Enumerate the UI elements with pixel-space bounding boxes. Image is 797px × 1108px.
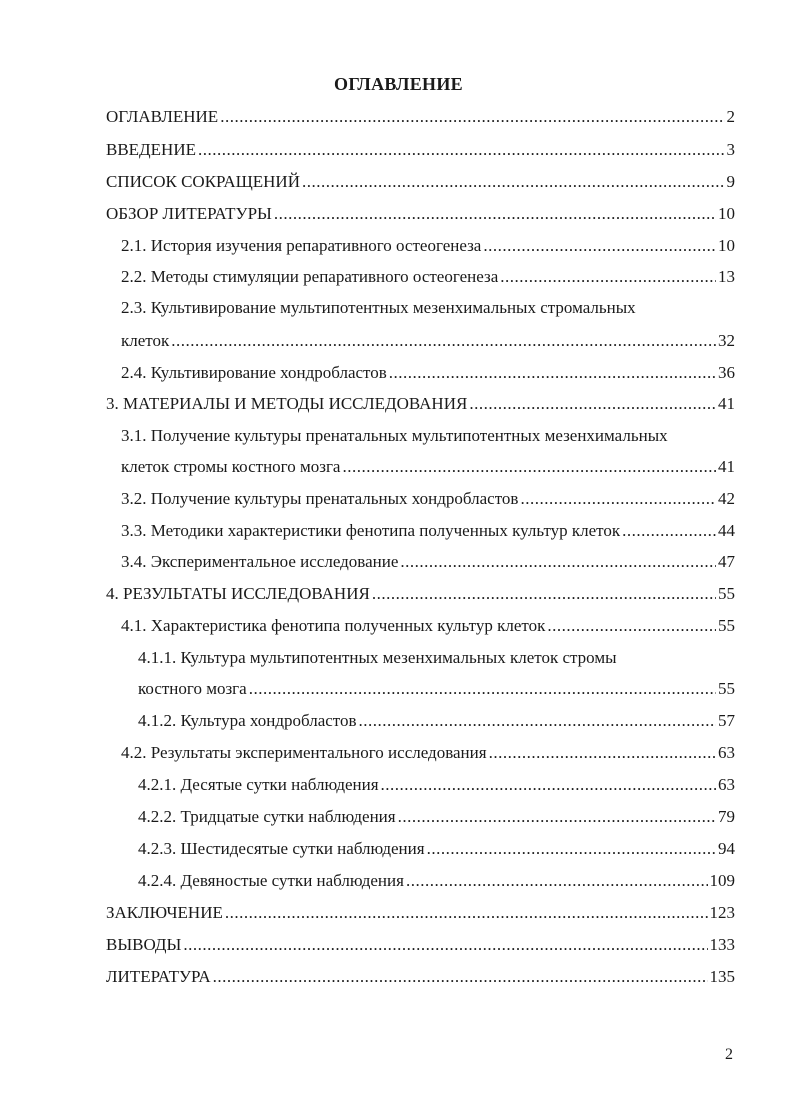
toc-entry[interactable] xyxy=(121,330,735,352)
toc-entry-text: ВЫВОДЫ xyxy=(106,935,182,954)
toc-entry[interactable] xyxy=(121,520,735,542)
toc-entry[interactable] xyxy=(138,678,735,700)
toc-entry-text: 4.2. Результаты экспериментального исследования xyxy=(121,743,487,762)
toc-entry[interactable] xyxy=(121,742,735,764)
toc-page-number: 135 xyxy=(709,967,735,986)
toc-entry[interactable] xyxy=(106,583,735,605)
toc-page-number: 57 xyxy=(718,711,735,730)
toc-entry[interactable] xyxy=(121,551,735,573)
toc-entry-text: СПИСОК СОКРАЩЕНИЙ xyxy=(106,172,300,191)
toc-entry[interactable] xyxy=(106,106,735,128)
toc-leader-dots xyxy=(500,266,716,288)
toc-page-number: 10 xyxy=(718,204,735,223)
toc-leader-dots xyxy=(427,838,716,860)
toc-leader-dots xyxy=(520,488,716,510)
toc-leader-dots xyxy=(381,774,716,796)
toc-leader-dots xyxy=(302,171,725,193)
toc-entry-text: 2.4. Культивирование хондробластов xyxy=(121,363,387,382)
toc-entry[interactable] xyxy=(138,710,735,732)
toc-page-number: 3 xyxy=(726,140,735,159)
toc-entry-text: 3. МАТЕРИАЛЫ И МЕТОДЫ ИССЛЕДОВАНИЯ xyxy=(106,394,468,413)
toc-entry[interactable] xyxy=(121,615,735,637)
toc-leader-dots xyxy=(400,551,716,573)
toc-page-number: 10 xyxy=(718,236,735,255)
toc-entry[interactable] xyxy=(106,139,735,161)
page-number: 2 xyxy=(725,1046,733,1063)
toc-page-number: 9 xyxy=(726,172,735,191)
toc-page-number: 123 xyxy=(709,903,735,922)
toc-page-number: 44 xyxy=(718,521,735,540)
toc-leader-dots xyxy=(171,330,716,352)
toc-entry-text: 2.1. История изучения репаративного остеогенеза xyxy=(121,236,482,255)
toc-leader-dots xyxy=(622,520,716,542)
toc-entry-text: 3.3. Методики характеристики фенотипа полученных культур клеток xyxy=(121,521,621,540)
toc-page-number: 109 xyxy=(709,871,735,890)
toc-entry-text: 4.2.2. Тридцатые сутки наблюдения xyxy=(138,807,396,826)
toc-leader-dots xyxy=(220,106,724,128)
toc-entry[interactable] xyxy=(106,934,735,956)
toc-page-number: 79 xyxy=(718,807,735,826)
toc-leader-dots xyxy=(225,902,708,924)
toc-entry-text: 4.2.3. Шестидесятые сутки наблюдения xyxy=(138,839,425,858)
toc-entry-text: 3.4. Экспериментальное исследование xyxy=(121,552,399,571)
toc-leader-dots xyxy=(489,742,716,764)
toc-leader-dots xyxy=(406,870,708,892)
toc-entry[interactable] xyxy=(138,806,735,828)
toc-page-number: 55 xyxy=(718,679,735,698)
toc-leader-dots xyxy=(198,139,725,161)
toc-entry-text: ОБЗОР ЛИТЕРАТУРЫ xyxy=(106,204,272,223)
toc-page-number: 13 xyxy=(718,267,735,286)
toc-entry[interactable] xyxy=(121,488,735,510)
toc-page-number: 41 xyxy=(718,457,735,476)
toc-entry-text: костного мозга xyxy=(138,679,247,698)
toc-entry[interactable] xyxy=(121,456,735,478)
toc-entry[interactable] xyxy=(121,266,735,288)
toc-entry-text: 2.2. Методы стимуляции репаративного остеогенеза xyxy=(121,267,499,286)
toc-leader-dots xyxy=(398,806,716,828)
toc-entry-text: 3.2. Получение культуры пренатальных хондробластов xyxy=(121,489,519,508)
toc-leader-dots xyxy=(359,710,716,732)
toc-page-number: 94 xyxy=(718,839,735,858)
toc-page-number: 36 xyxy=(718,363,735,382)
toc-leader-dots xyxy=(342,456,716,478)
toc-entry[interactable] xyxy=(138,838,735,860)
toc-leader-dots xyxy=(249,678,716,700)
toc-leader-dots xyxy=(389,362,716,384)
toc-entry[interactable] xyxy=(106,203,735,225)
toc-entry-text: 4.2.4. Девяностые сутки наблюдения xyxy=(138,871,404,890)
toc-page-number: 55 xyxy=(718,616,735,635)
toc-page-number: 55 xyxy=(718,584,735,603)
toc-entry-text: клеток xyxy=(121,331,170,350)
toc-page-number: 63 xyxy=(718,775,735,794)
toc-entry-text: 4.2.1. Десятые сутки наблюдения xyxy=(138,775,379,794)
toc-page-number: 63 xyxy=(718,743,735,762)
toc-entry[interactable] xyxy=(138,774,735,796)
toc-entry[interactable] xyxy=(106,171,735,193)
toc-entry[interactable] xyxy=(106,902,735,924)
toc-entry-text: 4.1. Характеристика фенотипа полученных культур клеток xyxy=(121,616,546,635)
toc-entry-text: ВВЕДЕНИЕ xyxy=(106,140,196,159)
toc-leader-dots xyxy=(547,615,716,637)
toc-page-number: 41 xyxy=(718,394,735,413)
toc-entry-text: 4.1.2. Культура хондробластов xyxy=(138,711,357,730)
toc-page-number: 2 xyxy=(726,107,735,126)
toc-entry-text: ОГЛАВЛЕНИЕ xyxy=(106,107,219,126)
toc-entry-text: клеток стромы костного мозга xyxy=(121,457,341,476)
toc-leader-dots xyxy=(183,934,707,956)
toc-leader-dots xyxy=(469,393,716,415)
toc-entry-first-line: 4.1.1. Культура мультипотентных мезенхимальных клеток стромы xyxy=(138,648,617,667)
toc-page-number: 47 xyxy=(718,552,735,571)
toc-entry-text: ЗАКЛЮЧЕНИЕ xyxy=(106,903,223,922)
toc-leader-dots xyxy=(483,235,716,257)
toc-page-number: 133 xyxy=(709,935,735,954)
toc-entry[interactable] xyxy=(121,235,735,257)
toc-page-number: 32 xyxy=(718,331,735,350)
toc-entry[interactable] xyxy=(138,870,735,892)
toc-entry-text: 4. РЕЗУЛЬТАТЫ ИССЛЕДОВАНИЯ xyxy=(106,584,370,603)
page-title: ОГЛАВЛЕНИЕ xyxy=(334,74,463,94)
toc-leader-dots xyxy=(213,966,708,988)
toc-entry[interactable] xyxy=(106,966,735,988)
toc-entry[interactable] xyxy=(121,362,735,384)
toc-entry-text: ЛИТЕРАТУРА xyxy=(106,967,211,986)
toc-entry-first-line: 2.3. Культивирование мультипотентных мезенхимальных стромальных xyxy=(121,298,636,317)
toc-leader-dots xyxy=(372,583,716,605)
toc-entry[interactable] xyxy=(106,393,735,415)
toc-entry-first-line: 3.1. Получение культуры пренатальных мультипотентных мезенхимальных xyxy=(121,426,668,445)
toc-page-number: 42 xyxy=(718,489,735,508)
toc-leader-dots xyxy=(274,203,716,225)
